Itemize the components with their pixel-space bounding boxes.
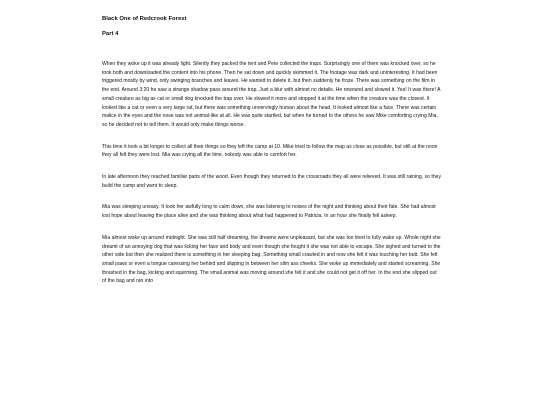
document-page [102, 16, 442, 299]
paragraph: This time it took a bit longer to collect all their things so they left the camp at 10. Mike tried to follow the map as close as possible, but still at the noon they all felt they were lost. Mia was crying all the time, nobody was able to comfort her. [102, 143, 438, 159]
paragraph: When they woke up it was already light. Silently they packed the tent and Pete collected the traps. Surprisingly one of them was knocked over, so he took both and downloaded the content into his phone. Then he sat down and quickly skimmed it. The footage was dark and uninteresting. It had been triggered mostly by wind, only swinging branches and leaves. He wanted to delete it, but then suddenly he froze. There was something on the film in the end. Around 3:20 he saw a strange shadow pass around the trap. Just a blur with almost no details. He rewound and slowed it. Yes! It was there! A small creature as big as cat or small dog knocked the trap over. He slowed it more and stopped it at the time when the creature was the closest. It looked like a cat or even a very large rat, but there was something unnervingly human about the head. It looked almost like a face. There was certain malice in the eyes and the nose was not animal-like at all. He was quite startled, but when he turned to the others he saw Mike comforting crying Mia, so he decided not to tell them. It would only make things worse. [102, 61, 441, 128]
part-heading: Part 4 [102, 31, 119, 37]
paragraph: Mia almost woke up around midnight. She was still half dreaming, the dreams were unpleasant, but she was too tired to fully wake up. Whole night she dreamt of an annoying dog that was licking her face and body and even though she fought it she was not able to escape. She sighed and turned to the other side but then she realized there is something in her sleeping bag. Something small crawled in and now she felt it was touching her butt. She felt small paws or even a tongue caressing her behind and slipping in between her slim ass cheeks. She woke up immediately and started screaming. She thrashed in the bag, kicking and squirming. The small animal was moving around she felt it and she could not get it off her. In the end she slipped out of the bag and ran into [102, 234, 441, 285]
document-title: Black One of Redcrook Forest [102, 16, 187, 22]
paragraph: In late afternoon they reached familiar parts of the wood. Even though they returned to the crossroads they all were relieved. It was still raining, so they build the camp and went to sleep. [102, 174, 441, 189]
document-body [102, 60, 442, 286]
paragraph: Mia was sleeping uneasy. It took her awfully long to calm down, she was listening to noises of the night and thinking about their fate. She had almost lost hope about leaving the place alive and she was thinking about what had happened to Patricia. In an hour she finally fell asleep. [102, 204, 436, 220]
